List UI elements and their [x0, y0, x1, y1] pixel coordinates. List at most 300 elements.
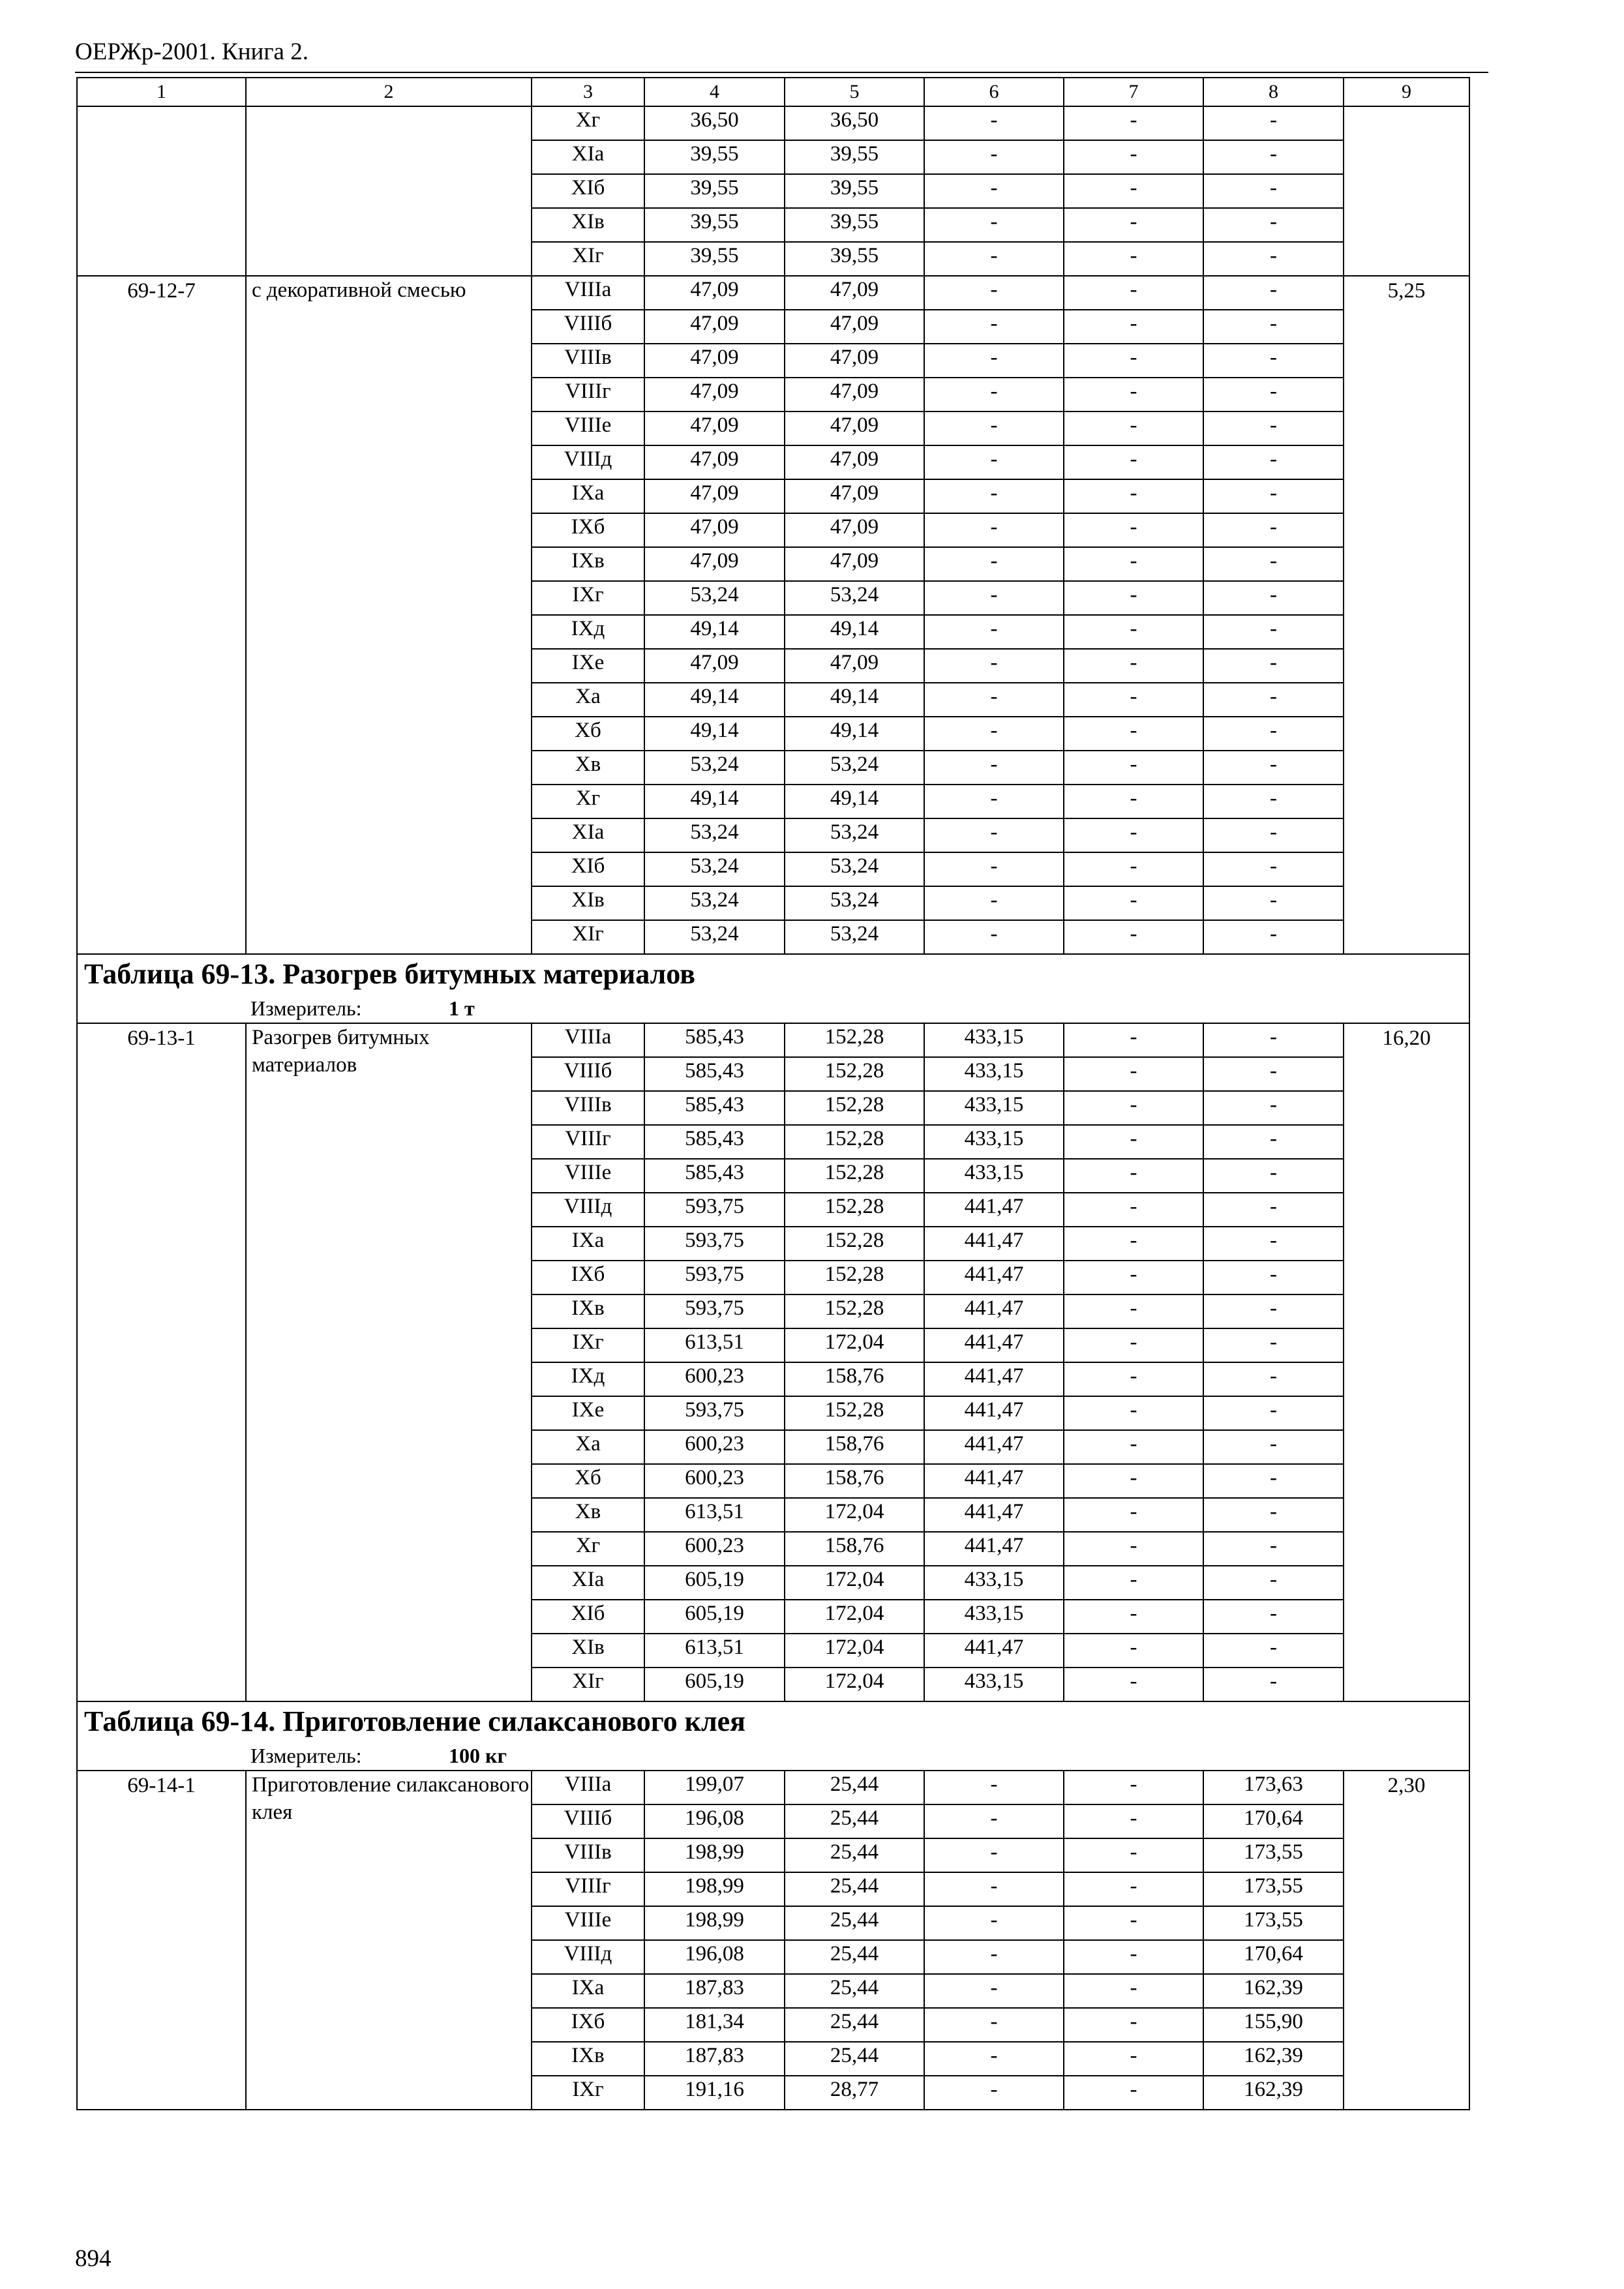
- cell-c3: IXд: [532, 615, 644, 649]
- cell-c5: 25,44: [785, 2008, 924, 2042]
- cell-c7: -: [1064, 1294, 1203, 1328]
- cell-c8: 162,39: [1203, 1974, 1344, 2008]
- cell-c7: -: [1064, 1328, 1203, 1362]
- cell-c4: 181,34: [644, 2008, 785, 2042]
- cell-c3: XIг: [532, 1668, 644, 1701]
- cell-c4: 593,75: [644, 1193, 785, 1227]
- cell-c5: 25,44: [785, 1906, 924, 1940]
- cell-c8: -: [1203, 1057, 1344, 1091]
- cell-c8: 170,64: [1203, 1804, 1344, 1838]
- table-body: [77, 78, 1469, 2110]
- cell-c5: 158,76: [785, 1430, 924, 1464]
- name-cell: [246, 106, 532, 276]
- column-number: 1: [77, 78, 246, 106]
- unit-value: 100 кг: [449, 1744, 507, 1767]
- cell-c7: -: [1064, 581, 1203, 615]
- cell-c5: 53,24: [785, 920, 924, 954]
- cell-c5: 47,09: [785, 276, 924, 310]
- cell-c5: 28,77: [785, 2076, 924, 2110]
- cell-c7: -: [1064, 649, 1203, 683]
- cell-c3: XIв: [532, 886, 644, 920]
- cell-c7: -: [1064, 1634, 1203, 1668]
- cell-c6: -: [924, 513, 1064, 547]
- cell-c4: 613,51: [644, 1634, 785, 1668]
- cell-c5: 47,09: [785, 445, 924, 479]
- cell-c8: -: [1203, 208, 1344, 242]
- norm-cell: [1344, 106, 1469, 276]
- cell-c6: 441,47: [924, 1193, 1064, 1227]
- cell-c8: -: [1203, 1566, 1344, 1600]
- cell-c7: -: [1064, 479, 1203, 513]
- cell-c8: 173,55: [1203, 1906, 1344, 1940]
- rates-table: [76, 77, 1470, 2110]
- cell-c6: -: [924, 1804, 1064, 1838]
- cell-c6: -: [924, 2008, 1064, 2042]
- cell-c5: 152,28: [785, 1023, 924, 1057]
- cell-c8: -: [1203, 378, 1344, 411]
- cell-c7: -: [1064, 818, 1203, 852]
- cell-c7: -: [1064, 1838, 1203, 1872]
- cell-c4: 600,23: [644, 1430, 785, 1464]
- cell-c4: 49,14: [644, 717, 785, 751]
- cell-c8: -: [1203, 683, 1344, 717]
- cell-c5: 158,76: [785, 1532, 924, 1566]
- table-row: [77, 276, 1469, 310]
- cell-c3: Xб: [532, 717, 644, 751]
- rate-code: 69-13-1: [77, 1023, 246, 1701]
- cell-c5: 172,04: [785, 1498, 924, 1532]
- cell-c3: XIв: [532, 208, 644, 242]
- cell-c5: 152,28: [785, 1193, 924, 1227]
- cell-c4: 36,50: [644, 106, 785, 140]
- cell-c5: 36,50: [785, 106, 924, 140]
- cell-c6: 441,47: [924, 1362, 1064, 1396]
- column-number: 6: [924, 78, 1064, 106]
- cell-c6: -: [924, 649, 1064, 683]
- cell-c8: 173,55: [1203, 1872, 1344, 1906]
- cell-c6: 433,15: [924, 1566, 1064, 1600]
- cell-c5: 47,09: [785, 547, 924, 581]
- cell-c3: VIIIe: [532, 1159, 644, 1193]
- cell-c3: XIв: [532, 1634, 644, 1668]
- cell-c8: -: [1203, 1396, 1344, 1430]
- cell-c7: -: [1064, 513, 1203, 547]
- cell-c4: 47,09: [644, 479, 785, 513]
- cell-c5: 25,44: [785, 1872, 924, 1906]
- cell-c5: 53,24: [785, 818, 924, 852]
- cell-c5: 25,44: [785, 2042, 924, 2076]
- cell-c7: -: [1064, 1498, 1203, 1532]
- cell-c6: 441,47: [924, 1294, 1064, 1328]
- cell-c8: -: [1203, 513, 1344, 547]
- cell-c5: 53,24: [785, 751, 924, 785]
- rate-code: 69-14-1: [77, 1771, 246, 2110]
- cell-c5: 25,44: [785, 1974, 924, 2008]
- cell-c8: -: [1203, 479, 1344, 513]
- cell-c3: Xг: [532, 1532, 644, 1566]
- cell-c3: IXб: [532, 1261, 644, 1294]
- cell-c8: -: [1203, 1464, 1344, 1498]
- cell-c3: Xб: [532, 1464, 644, 1498]
- cell-c8: -: [1203, 310, 1344, 344]
- cell-c7: -: [1064, 1974, 1203, 2008]
- cell-c5: 53,24: [785, 852, 924, 886]
- cell-c8: -: [1203, 140, 1344, 174]
- cell-c6: -: [924, 276, 1064, 310]
- cell-c3: IXг: [532, 1328, 644, 1362]
- cell-c8: 155,90: [1203, 2008, 1344, 2042]
- cell-c5: 172,04: [785, 1566, 924, 1600]
- code-cell: [77, 106, 246, 276]
- cell-c5: 39,55: [785, 174, 924, 208]
- cell-c6: -: [924, 242, 1064, 276]
- cell-c8: -: [1203, 1294, 1344, 1328]
- column-number: 7: [1064, 78, 1203, 106]
- cell-c6: -: [924, 1974, 1064, 2008]
- cell-c3: IXг: [532, 2076, 644, 2110]
- cell-c3: XIa: [532, 140, 644, 174]
- cell-c7: -: [1064, 1668, 1203, 1701]
- cell-c6: 433,15: [924, 1125, 1064, 1159]
- cell-c4: 47,09: [644, 411, 785, 445]
- cell-c4: 39,55: [644, 208, 785, 242]
- cell-c6: 441,47: [924, 1430, 1064, 1464]
- cell-c4: 593,75: [644, 1396, 785, 1430]
- cell-c3: IXв: [532, 2042, 644, 2076]
- cell-c4: 605,19: [644, 1668, 785, 1701]
- cell-c6: 433,15: [924, 1668, 1064, 1701]
- cell-c5: 172,04: [785, 1600, 924, 1634]
- cell-c8: -: [1203, 276, 1344, 310]
- cell-c5: 152,28: [785, 1261, 924, 1294]
- cell-c3: VIIIб: [532, 1804, 644, 1838]
- cell-c6: 441,47: [924, 1532, 1064, 1566]
- cell-c8: 162,39: [1203, 2042, 1344, 2076]
- cell-c8: -: [1203, 649, 1344, 683]
- cell-c3: XIa: [532, 818, 644, 852]
- cell-c7: -: [1064, 174, 1203, 208]
- cell-c8: -: [1203, 1227, 1344, 1261]
- cell-c5: 49,14: [785, 785, 924, 818]
- cell-c4: 198,99: [644, 1838, 785, 1872]
- cell-c8: 173,63: [1203, 1771, 1344, 1804]
- cell-c3: VIIIг: [532, 378, 644, 411]
- cell-c5: 25,44: [785, 1940, 924, 1974]
- cell-c8: 170,64: [1203, 1940, 1344, 1974]
- cell-c8: -: [1203, 1261, 1344, 1294]
- unit-cell: [77, 1741, 1469, 1771]
- cell-c5: 49,14: [785, 717, 924, 751]
- cell-c4: 585,43: [644, 1091, 785, 1125]
- cell-c6: -: [924, 208, 1064, 242]
- cell-c3: VIIIв: [532, 1091, 644, 1125]
- cell-c8: -: [1203, 1328, 1344, 1362]
- cell-c4: 196,08: [644, 1804, 785, 1838]
- cell-c4: 605,19: [644, 1566, 785, 1600]
- cell-c3: IXe: [532, 649, 644, 683]
- cell-c3: Xa: [532, 683, 644, 717]
- cell-c7: -: [1064, 1227, 1203, 1261]
- labor-norm: 5,25: [1344, 276, 1469, 954]
- cell-c4: 585,43: [644, 1125, 785, 1159]
- cell-c8: -: [1203, 1362, 1344, 1396]
- cell-c3: VIIIe: [532, 411, 644, 445]
- rate-name: Разогрев битумных материалов: [246, 1023, 532, 1701]
- cell-c6: -: [924, 411, 1064, 445]
- cell-c4: 191,16: [644, 2076, 785, 2110]
- cell-c3: Xг: [532, 785, 644, 818]
- cell-c7: -: [1064, 785, 1203, 818]
- cell-c4: 198,99: [644, 1906, 785, 1940]
- unit-cell: [77, 994, 1469, 1023]
- cell-c6: 433,15: [924, 1023, 1064, 1057]
- cell-c7: -: [1064, 1091, 1203, 1125]
- cell-c6: -: [924, 886, 1064, 920]
- cell-c7: -: [1064, 344, 1203, 378]
- table-row: [77, 1771, 1469, 1804]
- cell-c4: 593,75: [644, 1227, 785, 1261]
- cell-c7: -: [1064, 208, 1203, 242]
- page-header: ОЕРЖр-2001. Книга 2.: [75, 38, 308, 65]
- cell-c5: 53,24: [785, 581, 924, 615]
- unit-label: Измеритель:: [250, 996, 362, 1020]
- cell-c5: 39,55: [785, 242, 924, 276]
- cell-c5: 158,76: [785, 1362, 924, 1396]
- cell-c4: 600,23: [644, 1532, 785, 1566]
- table-row: [77, 1023, 1469, 1057]
- cell-c8: -: [1203, 1600, 1344, 1634]
- cell-c6: 433,15: [924, 1091, 1064, 1125]
- column-number: 3: [532, 78, 644, 106]
- cell-c7: -: [1064, 547, 1203, 581]
- cell-c6: -: [924, 717, 1064, 751]
- cell-c4: 39,55: [644, 140, 785, 174]
- cell-c4: 47,09: [644, 547, 785, 581]
- cell-c8: -: [1203, 106, 1344, 140]
- cell-c3: VIIIб: [532, 310, 644, 344]
- cell-c6: 433,15: [924, 1159, 1064, 1193]
- cell-c4: 196,08: [644, 1940, 785, 1974]
- cell-c8: -: [1203, 1091, 1344, 1125]
- cell-c4: 47,09: [644, 310, 785, 344]
- cell-c3: IXд: [532, 1362, 644, 1396]
- cell-c6: -: [924, 344, 1064, 378]
- cell-c3: VIIIe: [532, 1906, 644, 1940]
- cell-c5: 152,28: [785, 1125, 924, 1159]
- cell-c3: VIIIв: [532, 1838, 644, 1872]
- cell-c4: 53,24: [644, 886, 785, 920]
- cell-c7: -: [1064, 1804, 1203, 1838]
- cell-c3: VIIIб: [532, 1057, 644, 1091]
- cell-c6: 441,47: [924, 1634, 1064, 1668]
- cell-c5: 152,28: [785, 1159, 924, 1193]
- cell-c3: Xв: [532, 1498, 644, 1532]
- cell-c3: Xг: [532, 106, 644, 140]
- cell-c8: -: [1203, 1430, 1344, 1464]
- unit-row: [77, 994, 1469, 1023]
- cell-c3: XIг: [532, 920, 644, 954]
- cell-c3: XIб: [532, 852, 644, 886]
- cell-c6: 433,15: [924, 1600, 1064, 1634]
- cell-c3: XIг: [532, 242, 644, 276]
- cell-c8: -: [1203, 411, 1344, 445]
- cell-c5: 53,24: [785, 886, 924, 920]
- cell-c7: -: [1064, 106, 1203, 140]
- cell-c3: VIIIa: [532, 1771, 644, 1804]
- cell-c4: 613,51: [644, 1498, 785, 1532]
- page-number: 894: [75, 2245, 112, 2272]
- cell-c6: 441,47: [924, 1261, 1064, 1294]
- cell-c3: IXб: [532, 513, 644, 547]
- rate-name: с декоративной смесью: [246, 276, 532, 954]
- cell-c7: -: [1064, 1771, 1203, 1804]
- cell-c7: -: [1064, 1125, 1203, 1159]
- cell-c3: IXв: [532, 547, 644, 581]
- cell-c4: 53,24: [644, 920, 785, 954]
- cell-c4: 593,75: [644, 1261, 785, 1294]
- unit-label: Измеритель:: [250, 1744, 362, 1767]
- cell-c5: 47,09: [785, 649, 924, 683]
- cell-c7: -: [1064, 140, 1203, 174]
- cell-c3: IXб: [532, 2008, 644, 2042]
- column-number: 4: [644, 78, 785, 106]
- cell-c4: 49,14: [644, 683, 785, 717]
- cell-c8: -: [1203, 581, 1344, 615]
- cell-c4: 187,83: [644, 2042, 785, 2076]
- cell-c4: 53,24: [644, 852, 785, 886]
- cell-c6: -: [924, 1906, 1064, 1940]
- cell-c7: -: [1064, 1872, 1203, 1906]
- cell-c4: 47,09: [644, 344, 785, 378]
- cell-c7: -: [1064, 615, 1203, 649]
- cell-c6: -: [924, 920, 1064, 954]
- rate-code: 69-12-7: [77, 276, 246, 954]
- cell-c4: 47,09: [644, 649, 785, 683]
- cell-c6: -: [924, 751, 1064, 785]
- cell-c4: 605,19: [644, 1600, 785, 1634]
- cell-c8: -: [1203, 1668, 1344, 1701]
- cell-c4: 585,43: [644, 1057, 785, 1091]
- cell-c4: 47,09: [644, 445, 785, 479]
- cell-c4: 53,24: [644, 751, 785, 785]
- cell-c4: 600,23: [644, 1464, 785, 1498]
- cell-c3: VIIIг: [532, 1872, 644, 1906]
- cell-c7: -: [1064, 852, 1203, 886]
- cell-c7: -: [1064, 920, 1203, 954]
- cell-c5: 152,28: [785, 1396, 924, 1430]
- cell-c7: -: [1064, 378, 1203, 411]
- column-number: 8: [1203, 78, 1344, 106]
- cell-c4: 199,07: [644, 1771, 785, 1804]
- cell-c8: -: [1203, 615, 1344, 649]
- cell-c7: -: [1064, 1906, 1203, 1940]
- cell-c6: -: [924, 378, 1064, 411]
- cell-c3: IXa: [532, 1227, 644, 1261]
- cell-c6: 433,15: [924, 1057, 1064, 1091]
- cell-c6: -: [924, 1872, 1064, 1906]
- cell-c5: 47,09: [785, 513, 924, 547]
- cell-c7: -: [1064, 1261, 1203, 1294]
- cell-c6: -: [924, 852, 1064, 886]
- cell-c4: 47,09: [644, 276, 785, 310]
- cell-c6: -: [924, 479, 1064, 513]
- cell-c7: -: [1064, 886, 1203, 920]
- cell-c4: 47,09: [644, 378, 785, 411]
- cell-c7: -: [1064, 751, 1203, 785]
- cell-c5: 47,09: [785, 378, 924, 411]
- column-number: 5: [785, 78, 924, 106]
- cell-c3: XIa: [532, 1566, 644, 1600]
- cell-c5: 152,28: [785, 1057, 924, 1091]
- cell-c3: VIIIд: [532, 1193, 644, 1227]
- cell-c8: -: [1203, 1125, 1344, 1159]
- cell-c3: IXe: [532, 1396, 644, 1430]
- cell-c3: IXг: [532, 581, 644, 615]
- cell-c3: IXa: [532, 1974, 644, 2008]
- cell-c8: -: [1203, 547, 1344, 581]
- cell-c5: 172,04: [785, 1328, 924, 1362]
- table-title-row: [77, 954, 1469, 994]
- cell-c7: -: [1064, 445, 1203, 479]
- cell-c6: -: [924, 1771, 1064, 1804]
- cell-c6: 441,47: [924, 1464, 1064, 1498]
- cell-c7: -: [1064, 1023, 1203, 1057]
- cell-c6: -: [924, 683, 1064, 717]
- cell-c3: IXв: [532, 1294, 644, 1328]
- cell-c6: -: [924, 2076, 1064, 2110]
- cell-c4: 585,43: [644, 1159, 785, 1193]
- cell-c7: -: [1064, 1362, 1203, 1396]
- cell-c7: -: [1064, 1464, 1203, 1498]
- cell-c3: Xa: [532, 1430, 644, 1464]
- cell-c6: -: [924, 818, 1064, 852]
- cell-c8: 162,39: [1203, 2076, 1344, 2110]
- cell-c7: -: [1064, 242, 1203, 276]
- cell-c8: 173,55: [1203, 1838, 1344, 1872]
- cell-c4: 585,43: [644, 1023, 785, 1057]
- cell-c5: 47,09: [785, 310, 924, 344]
- cell-c8: -: [1203, 920, 1344, 954]
- cell-c4: 613,51: [644, 1328, 785, 1362]
- cell-c4: 198,99: [644, 1872, 785, 1906]
- cell-c7: -: [1064, 2076, 1203, 2110]
- cell-c6: -: [924, 310, 1064, 344]
- cell-c5: 47,09: [785, 479, 924, 513]
- cell-c3: VIIIa: [532, 1023, 644, 1057]
- cell-c5: 25,44: [785, 1771, 924, 1804]
- cell-c6: -: [924, 615, 1064, 649]
- cell-c8: -: [1203, 1023, 1344, 1057]
- cell-c4: 49,14: [644, 615, 785, 649]
- cell-c3: XIб: [532, 1600, 644, 1634]
- cell-c8: -: [1203, 1159, 1344, 1193]
- cell-c6: 441,47: [924, 1498, 1064, 1532]
- cell-c8: -: [1203, 344, 1344, 378]
- cell-c4: 187,83: [644, 1974, 785, 2008]
- cell-c7: -: [1064, 411, 1203, 445]
- cell-c6: -: [924, 106, 1064, 140]
- cell-c8: -: [1203, 445, 1344, 479]
- cell-c7: -: [1064, 1396, 1203, 1430]
- unit-value: 1 т: [449, 996, 475, 1020]
- cell-c4: 593,75: [644, 1294, 785, 1328]
- cell-c5: 152,28: [785, 1227, 924, 1261]
- rate-name: Приготовление силаксанового клея: [246, 1771, 532, 2110]
- cell-c7: -: [1064, 1057, 1203, 1091]
- cell-c6: -: [924, 445, 1064, 479]
- cell-c6: -: [924, 140, 1064, 174]
- cell-c7: -: [1064, 2008, 1203, 2042]
